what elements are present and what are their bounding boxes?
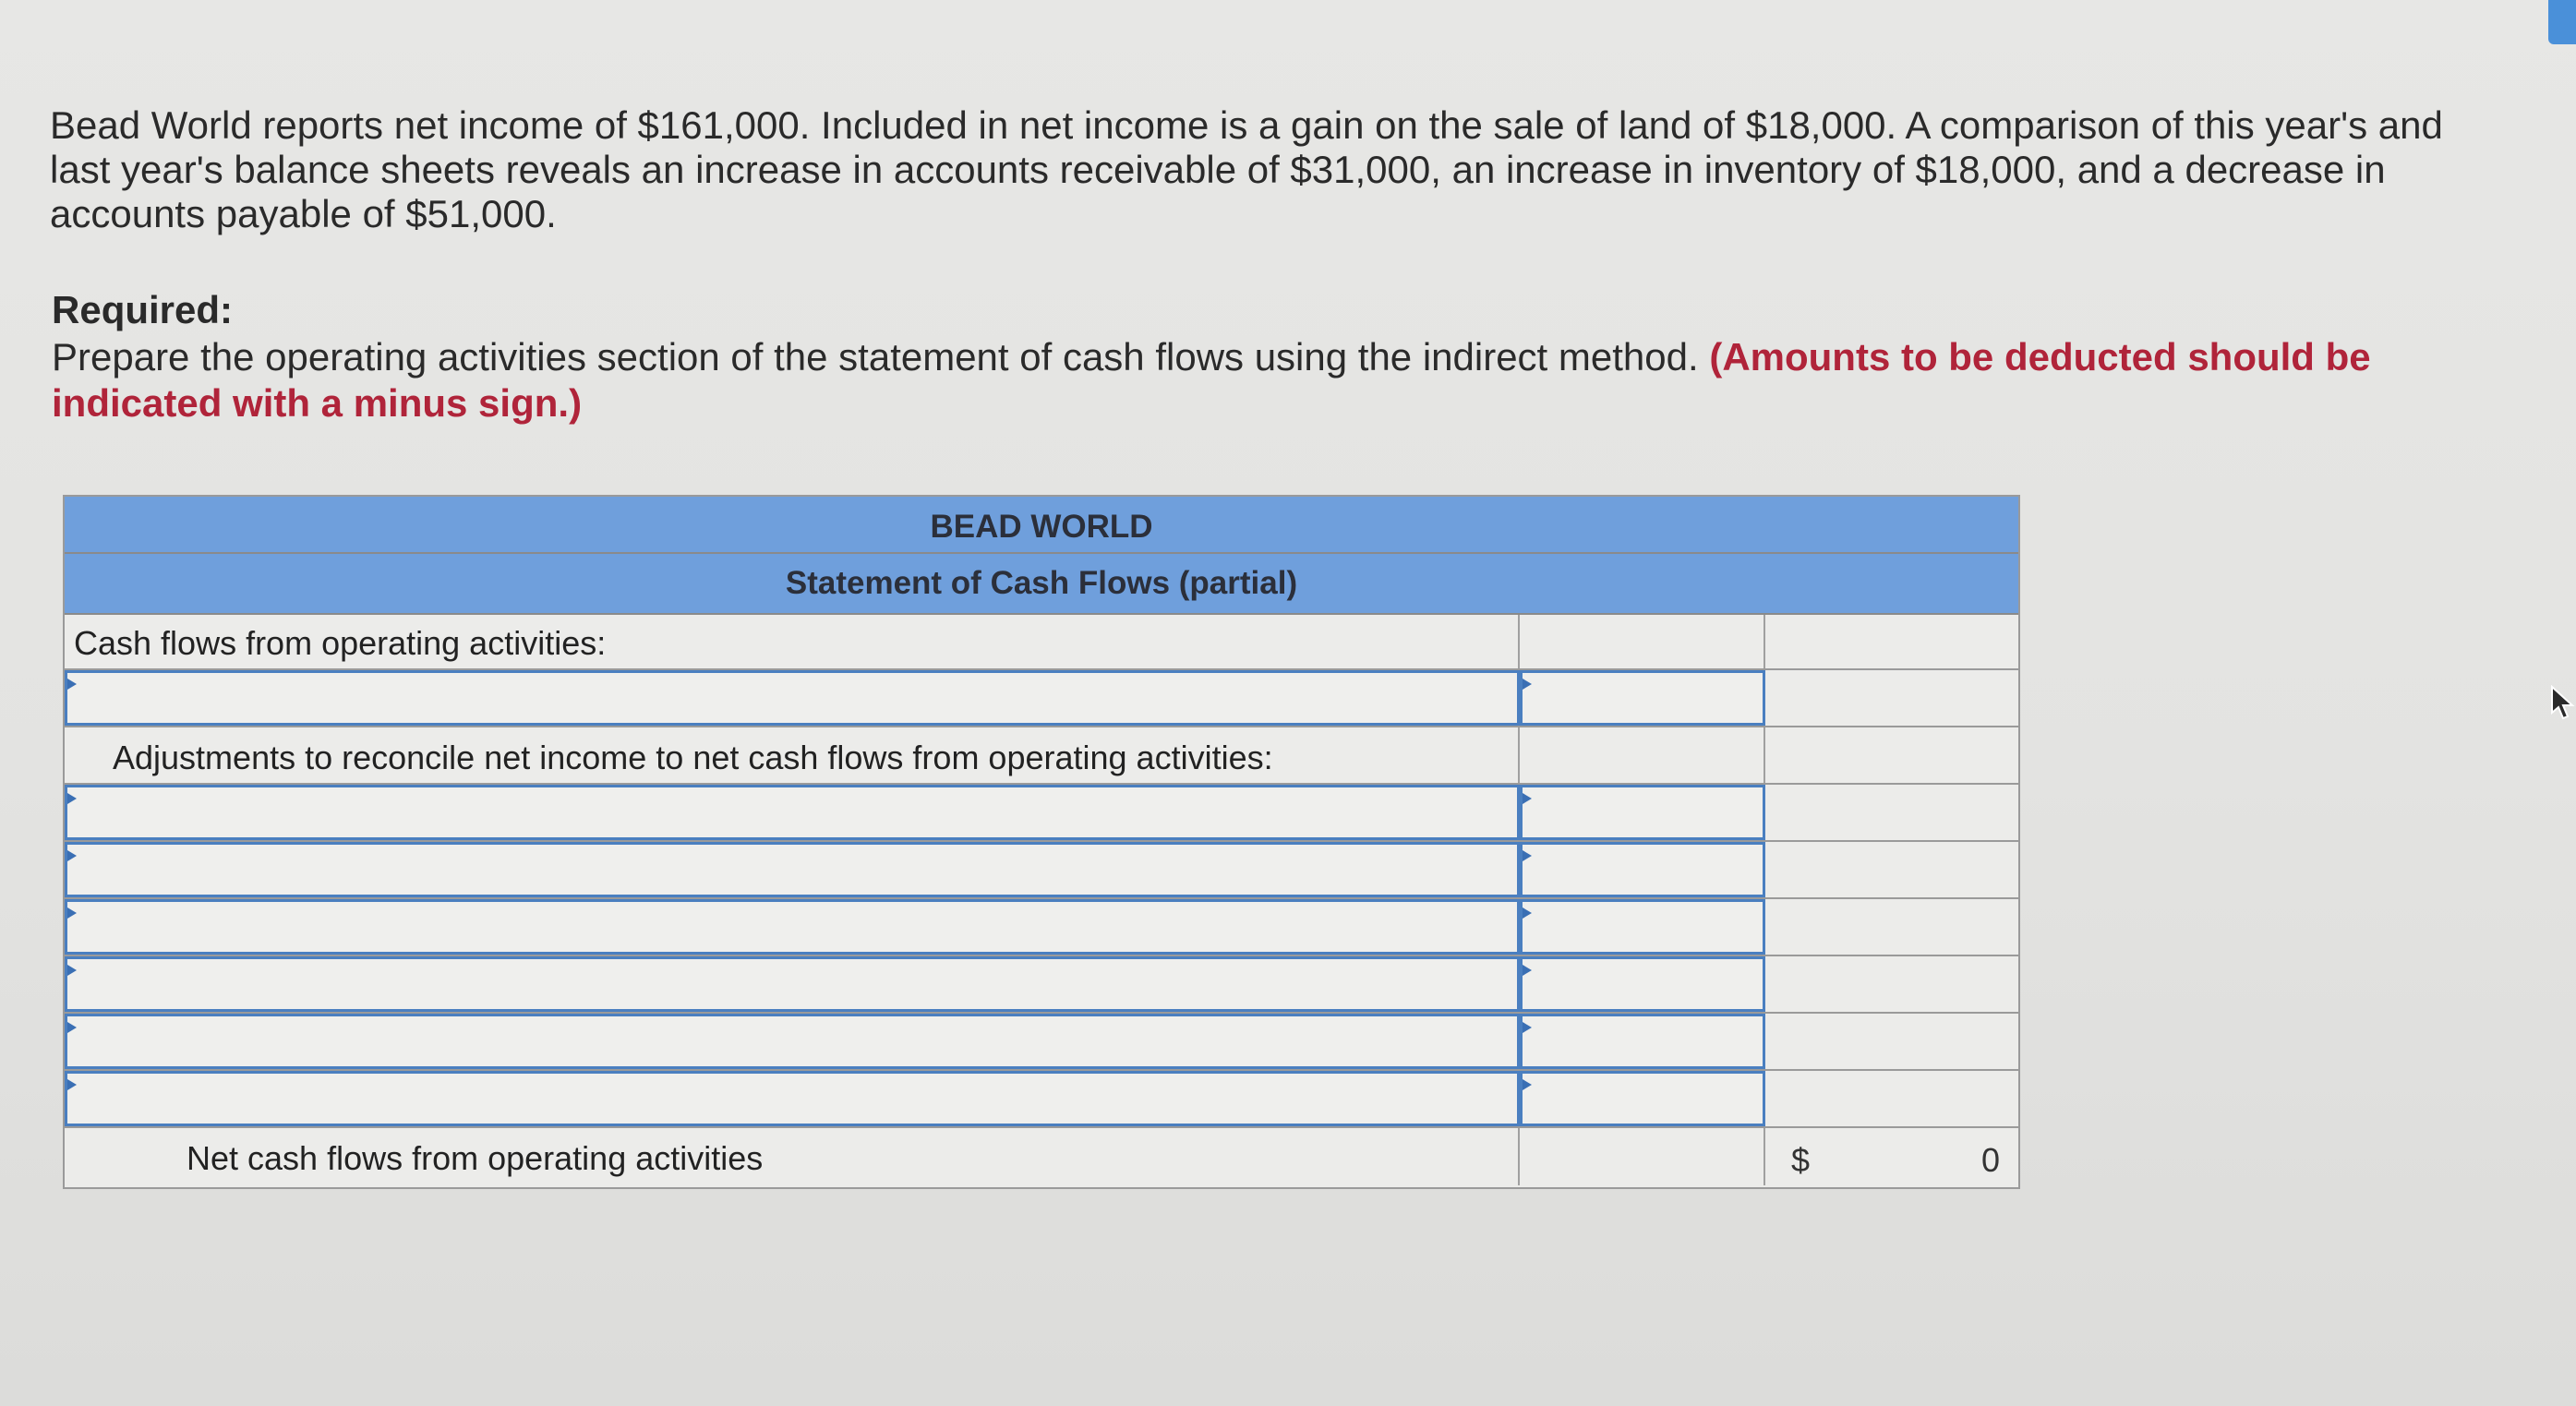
adjustment-total-cell (1765, 956, 2018, 1012)
adjustment-amount-input[interactable] (1520, 1014, 1765, 1069)
net-cash-flows-row (65, 1128, 2018, 1185)
adjustment-row (65, 842, 2018, 899)
section-total-cell (1765, 615, 2018, 668)
section-amount-cell (1520, 615, 1765, 668)
adjustment-row (65, 1014, 2018, 1071)
net-cash-flows-label: Net cash flows from operating activities (187, 1139, 764, 1177)
adjustments-label-row (65, 727, 2018, 785)
adjustment-label-input[interactable] (65, 1014, 1520, 1069)
adjustment-amount-input[interactable] (1520, 842, 1765, 897)
adjustment-amount-input[interactable] (1520, 899, 1765, 955)
adjustment-amount-input[interactable] (1520, 956, 1765, 1012)
net-income-label-input[interactable] (65, 670, 1520, 726)
statement-company-header: BEAD WORLD (65, 497, 2018, 554)
adjustments-label: Adjustments to reconcile net income to net cash flows from operating activities: (113, 739, 1273, 776)
adjustment-row (65, 899, 2018, 956)
required-heading: Required: (52, 288, 234, 331)
required-instructions (52, 334, 2452, 427)
adjustments-amount-cell (1520, 727, 1765, 783)
required-note: (Amounts to be deducted should be indicated with a minus sign.) (52, 335, 2371, 425)
net-cash-flows-total-value: 0 (1980, 1141, 2000, 1179)
adjustment-row (65, 956, 2018, 1014)
section-label-cell (65, 615, 1520, 668)
required-text: Prepare the operating activities section of the statement of cash flows using the indirect method. (52, 335, 1699, 379)
adjustment-label-input[interactable] (65, 842, 1520, 897)
net-cash-flows-amount-cell (1520, 1128, 1765, 1185)
section-label: Cash flows from operating activities: (74, 624, 607, 662)
adjustment-label-input[interactable] (65, 1071, 1520, 1126)
adjustment-row (65, 785, 2018, 842)
mouse-cursor-icon (2548, 685, 2576, 724)
net-income-amount-input[interactable] (1520, 670, 1765, 726)
problem-intro: Bead World reports net income of $161,000. Included in net income is a gain on the sale of land of $18,000. A comparison of this year's and last year's balance sheets reveals an increase in accounts receivable of $31,000, an increase in inventory of $18,000, and a decrease in accounts payable of $51,000. (50, 103, 2443, 235)
corner-tab[interactable] (2548, 0, 2576, 44)
net-cash-flows-label-cell (65, 1128, 1520, 1185)
statement-title-header: Statement of Cash Flows (partial) (65, 554, 2018, 615)
adjustment-amount-input[interactable] (1520, 1071, 1765, 1126)
adjustment-label-input[interactable] (65, 785, 1520, 840)
adjustment-total-cell (1765, 899, 2018, 955)
adjustment-total-cell (1765, 1014, 2018, 1069)
statement-table (63, 495, 2020, 1189)
adjustment-row (65, 1071, 2018, 1128)
net-income-total-cell (1765, 670, 2018, 726)
adjustment-amount-input[interactable] (1520, 785, 1765, 840)
section-label-row (65, 615, 2018, 670)
adjustment-total-cell (1765, 1071, 2018, 1126)
adjustment-total-cell (1765, 842, 2018, 897)
adjustments-label-cell (65, 727, 1520, 783)
adjustment-total-cell (1765, 785, 2018, 840)
adjustment-label-input[interactable] (65, 899, 1520, 955)
adjustments-total-cell (1765, 727, 2018, 783)
currency-symbol: $ (1791, 1141, 1811, 1179)
net-income-row (65, 670, 2018, 727)
adjustment-label-input[interactable] (65, 956, 1520, 1012)
